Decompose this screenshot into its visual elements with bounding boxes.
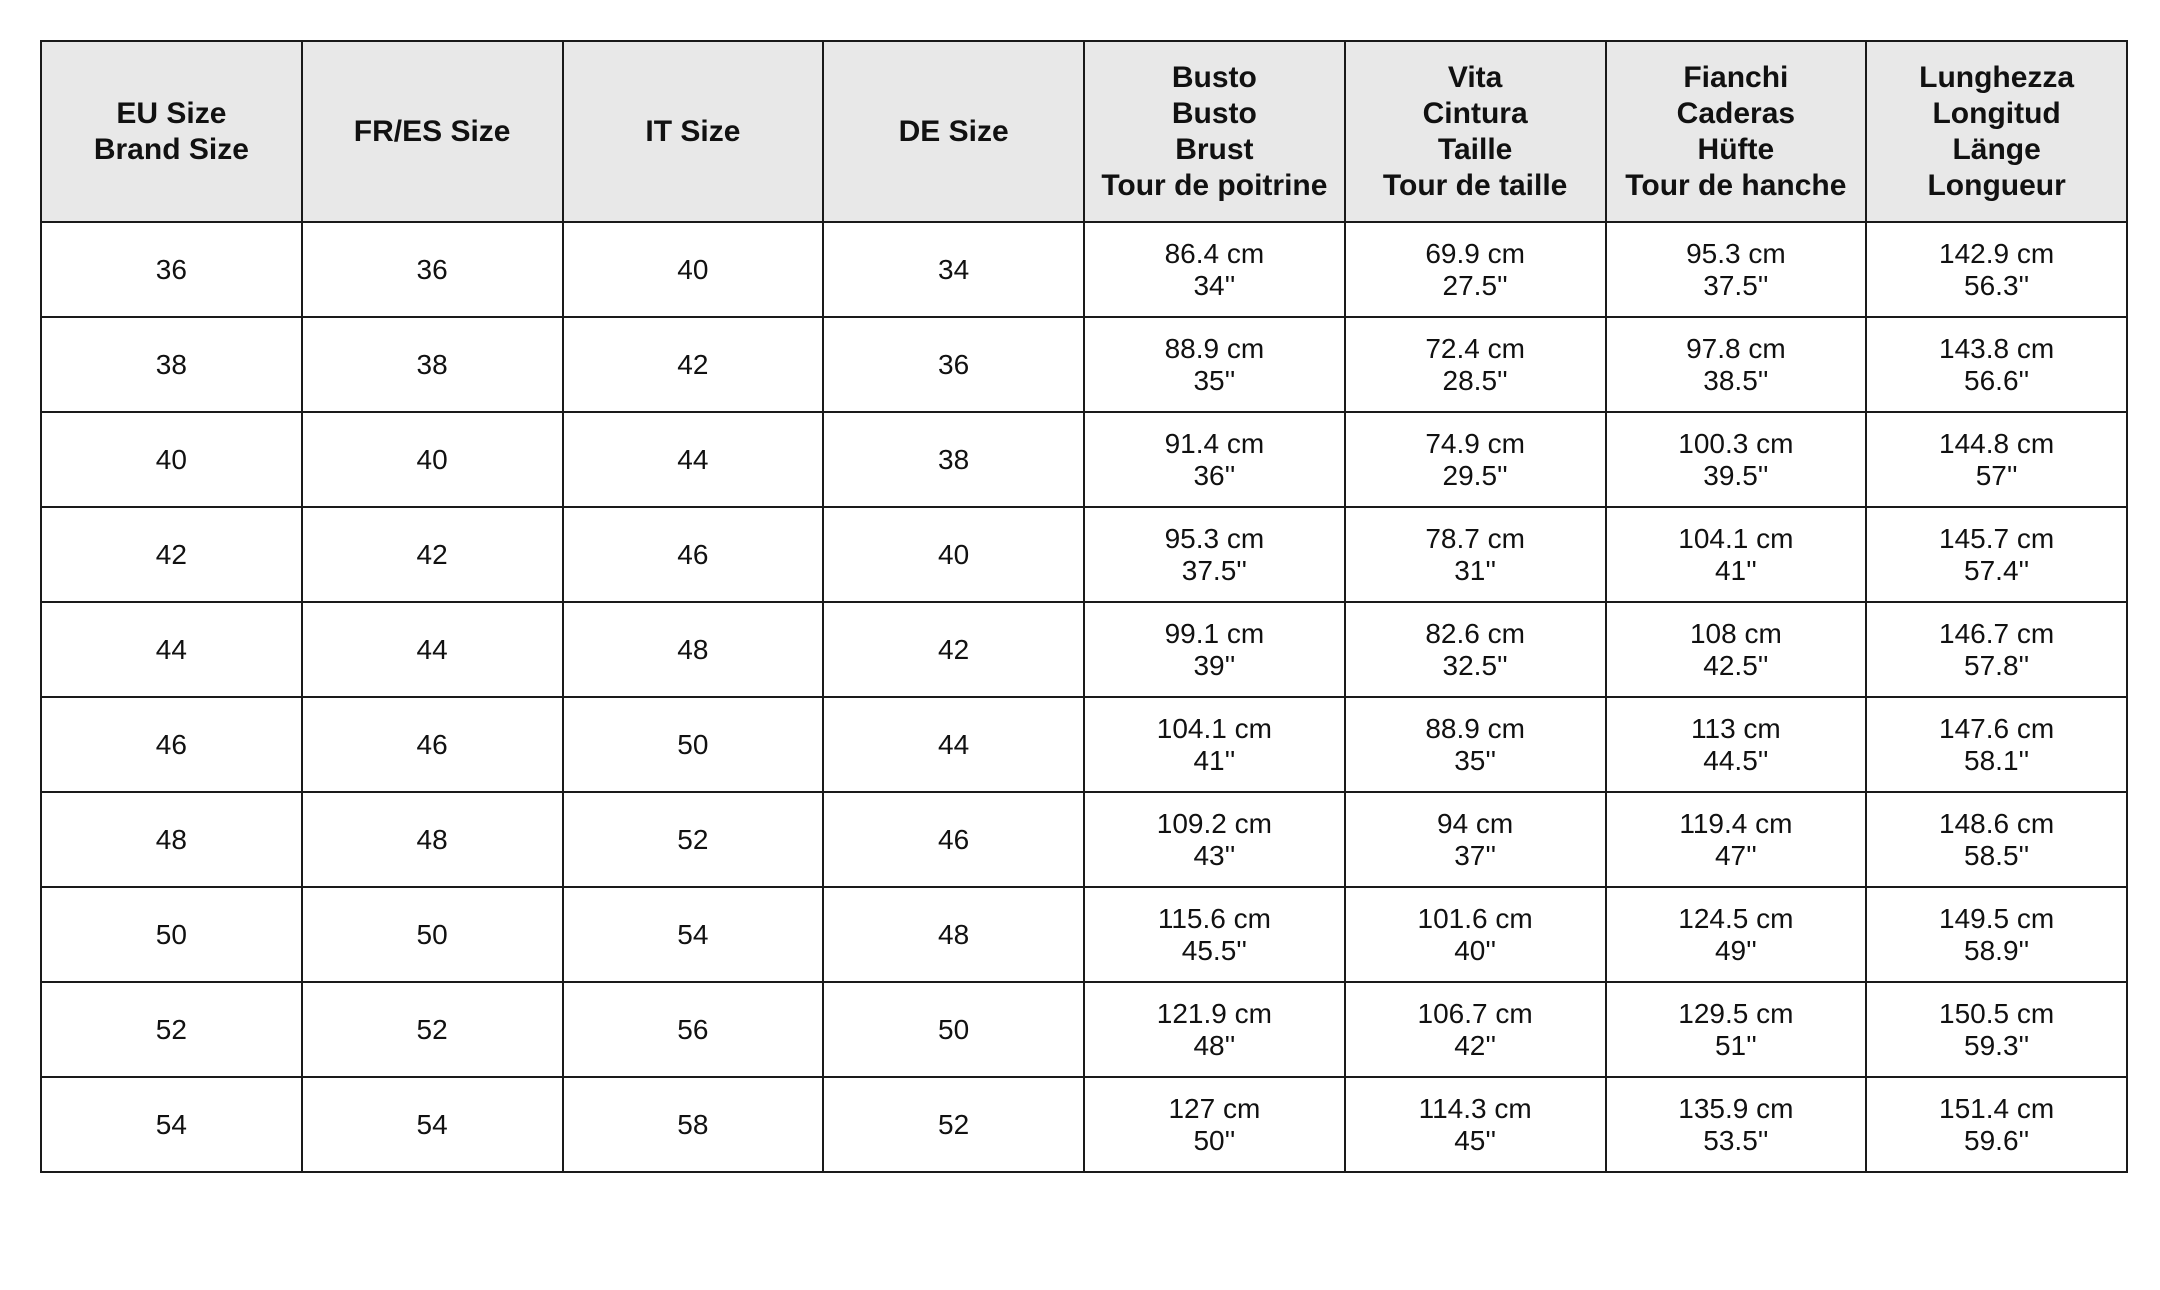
cell-value-line: 59.3'' [1964, 1029, 2030, 1061]
waist-cell [1345, 792, 1606, 887]
cell-value-line: 35'' [1193, 364, 1236, 396]
fr-es-size-cell [302, 412, 563, 507]
it-size-cell [563, 697, 824, 792]
eu-size-cell [41, 507, 302, 602]
cell-value-line: 127 cm [1168, 1092, 1261, 1124]
waist-cell [1345, 222, 1606, 317]
header-label-line: Busto [1171, 96, 1257, 130]
cell-value-line: 78.7 cm [1425, 522, 1525, 554]
cell-value-line: 36 [938, 348, 970, 380]
it-size-cell [563, 507, 824, 602]
table-row [41, 697, 2127, 792]
de-size-header [823, 41, 1084, 222]
cell-value-line: 45'' [1454, 1124, 1497, 1156]
cell-value-line: 37.5'' [1181, 554, 1247, 586]
it-size-cell [563, 317, 824, 412]
cell-value-line: 115.6 cm [1157, 902, 1271, 934]
cell-value-line: 44 [155, 633, 187, 665]
de-size-cell [823, 982, 1084, 1077]
cell-value-line: 119.4 cm [1679, 807, 1793, 839]
length-cell [1866, 982, 2127, 1077]
fr-es-size-cell [302, 982, 563, 1077]
cell-value-line: 39.5'' [1703, 459, 1769, 491]
cell-value-line: 41'' [1714, 554, 1757, 586]
eu-size-cell [41, 317, 302, 412]
it-size-cell [563, 982, 824, 1077]
header-label-line: DE Size [898, 114, 1009, 148]
cell-value-line: 95.3 cm [1686, 237, 1786, 269]
cell-value-line: 151.4 cm [1939, 1092, 2055, 1124]
cell-value-line: 142.9 cm [1939, 237, 2055, 269]
header-label-line: Brust [1175, 132, 1254, 166]
cell-value-line: 74.9 cm [1425, 427, 1525, 459]
cell-value-line: 50 [938, 1013, 970, 1045]
hips-cell [1606, 792, 1867, 887]
bust-cell [1084, 507, 1345, 602]
cell-value-line: 44 [938, 728, 970, 760]
bust-cell [1084, 1077, 1345, 1172]
table-row [41, 317, 2127, 412]
waist-header [1345, 41, 1606, 222]
table-row [41, 1077, 2127, 1172]
cell-value-line: 54 [416, 1108, 448, 1140]
cell-value-line: 121.9 cm [1156, 997, 1272, 1029]
cell-value-line: 38.5'' [1703, 364, 1769, 396]
header-label-line: Hüfte [1697, 132, 1775, 166]
header-label-line: Fianchi [1683, 60, 1789, 94]
waist-cell [1345, 507, 1606, 602]
length-cell [1866, 317, 2127, 412]
cell-value-line: 51'' [1714, 1029, 1757, 1061]
cell-value-line: 58.5'' [1964, 839, 2030, 871]
cell-value-line: 69.9 cm [1425, 237, 1525, 269]
cell-value-line: 104.1 cm [1678, 522, 1794, 554]
cell-value-line: 42 [677, 348, 709, 380]
cell-value-line: 34 [938, 253, 970, 285]
header-label-line: Tour de poitrine [1101, 168, 1328, 202]
cell-value-line: 108 cm [1689, 617, 1782, 649]
cell-value-line: 42 [938, 633, 970, 665]
header-label-line: Taille [1437, 132, 1513, 166]
cell-value-line: 42.5'' [1703, 649, 1769, 681]
cell-value-line: 56.6'' [1964, 364, 2030, 396]
header-label-line: FR/ES Size [353, 114, 511, 148]
it-size-cell [563, 1077, 824, 1172]
it-size-cell [563, 412, 824, 507]
cell-value-line: 58.9'' [1964, 934, 2030, 966]
eu-size-cell [41, 982, 302, 1077]
fr-es-size-cell [302, 507, 563, 602]
it-size-cell [563, 792, 824, 887]
cell-value-line: 109.2 cm [1156, 807, 1272, 839]
eu-size-cell [41, 222, 302, 317]
fr-es-size-cell [302, 317, 563, 412]
cell-value-line: 40 [155, 443, 187, 475]
eu-size-cell [41, 602, 302, 697]
bust-header [1084, 41, 1345, 222]
cell-value-line: 44 [416, 633, 448, 665]
header-label-line: Caderas [1676, 96, 1796, 130]
cell-value-line: 36 [155, 253, 187, 285]
eu-size-cell [41, 697, 302, 792]
cell-value-line: 146.7 cm [1939, 617, 2055, 649]
cell-value-line: 38 [416, 348, 448, 380]
length-cell [1866, 792, 2127, 887]
cell-value-line: 148.6 cm [1939, 807, 2055, 839]
waist-cell [1345, 697, 1606, 792]
cell-value-line: 31'' [1454, 554, 1497, 586]
cell-value-line: 40'' [1454, 934, 1497, 966]
de-size-cell [823, 697, 1084, 792]
length-header [1866, 41, 2127, 222]
cell-value-line: 52 [938, 1108, 970, 1140]
cell-value-line: 52 [416, 1013, 448, 1045]
cell-value-line: 48 [938, 918, 970, 950]
cell-value-line: 72.4 cm [1425, 332, 1525, 364]
cell-value-line: 56 [677, 1013, 709, 1045]
length-cell [1866, 887, 2127, 982]
cell-value-line: 113 cm [1691, 712, 1781, 744]
cell-value-line: 44.5'' [1703, 744, 1769, 776]
header-label-line: Vita [1447, 60, 1503, 94]
cell-value-line: 59.6'' [1964, 1124, 2030, 1156]
header-label-line: Tour de hanche [1625, 168, 1847, 202]
cell-value-line: 40 [677, 253, 709, 285]
cell-value-line: 50 [416, 918, 448, 950]
header-label-line: Longueur [1927, 168, 2066, 202]
cell-value-line: 42 [416, 538, 448, 570]
length-cell [1866, 697, 2127, 792]
cell-value-line: 35'' [1454, 744, 1497, 776]
table-row [41, 982, 2127, 1077]
waist-cell [1345, 887, 1606, 982]
de-size-cell [823, 887, 1084, 982]
cell-value-line: 46 [155, 728, 187, 760]
cell-value-line: 88.9 cm [1425, 712, 1525, 744]
cell-value-line: 29.5'' [1442, 459, 1508, 491]
cell-value-line: 54 [677, 918, 709, 950]
length-cell [1866, 412, 2127, 507]
cell-value-line: 145.7 cm [1939, 522, 2055, 554]
cell-value-line: 39'' [1193, 649, 1236, 681]
de-size-cell [823, 317, 1084, 412]
cell-value-line: 46 [938, 823, 970, 855]
bust-cell [1084, 222, 1345, 317]
eu-size-header [41, 41, 302, 222]
cell-value-line: 50 [677, 728, 709, 760]
cell-value-line: 40 [938, 538, 970, 570]
cell-value-line: 57'' [1975, 459, 2018, 491]
cell-value-line: 36 [416, 253, 448, 285]
waist-cell [1345, 1077, 1606, 1172]
cell-value-line: 54 [155, 1108, 187, 1140]
cell-value-line: 100.3 cm [1678, 427, 1794, 459]
cell-value-line: 46 [677, 538, 709, 570]
bust-cell [1084, 412, 1345, 507]
hips-cell [1606, 222, 1867, 317]
hips-cell [1606, 412, 1867, 507]
header-label-line: IT Size [645, 114, 741, 148]
de-size-cell [823, 222, 1084, 317]
cell-value-line: 52 [155, 1013, 187, 1045]
cell-value-line: 99.1 cm [1164, 617, 1265, 649]
cell-value-line: 88.9 cm [1164, 332, 1265, 364]
cell-value-line: 27.5'' [1442, 269, 1508, 301]
length-cell [1866, 222, 2127, 317]
hips-cell [1606, 697, 1867, 792]
cell-value-line: 129.5 cm [1678, 997, 1794, 1029]
hips-cell [1606, 602, 1867, 697]
header-label-line: Lunghezza [1919, 60, 2075, 94]
fr-es-size-cell [302, 792, 563, 887]
cell-value-line: 36'' [1193, 459, 1236, 491]
length-cell [1866, 1077, 2127, 1172]
bust-cell [1084, 792, 1345, 887]
table-row [41, 412, 2127, 507]
cell-value-line: 143.8 cm [1939, 332, 2055, 364]
cell-value-line: 91.4 cm [1164, 427, 1265, 459]
waist-cell [1345, 982, 1606, 1077]
waist-cell [1345, 602, 1606, 697]
cell-value-line: 82.6 cm [1425, 617, 1525, 649]
fr-es-size-cell [302, 222, 563, 317]
cell-value-line: 104.1 cm [1156, 712, 1272, 744]
hips-cell [1606, 982, 1867, 1077]
fr-es-size-cell [302, 887, 563, 982]
bust-cell [1084, 602, 1345, 697]
cell-value-line: 150.5 cm [1939, 997, 2055, 1029]
cell-value-line: 97.8 cm [1686, 332, 1786, 364]
cell-value-line: 43'' [1193, 839, 1236, 871]
cell-value-line: 48 [677, 633, 709, 665]
cell-value-line: 58 [677, 1108, 709, 1140]
fr-es-size-cell [302, 697, 563, 792]
cell-value-line: 48'' [1193, 1029, 1236, 1061]
fr-es-size-cell [302, 1077, 563, 1172]
eu-size-cell [41, 792, 302, 887]
cell-value-line: 52 [677, 823, 709, 855]
length-cell [1866, 602, 2127, 697]
de-size-cell [823, 1077, 1084, 1172]
bust-cell [1084, 697, 1345, 792]
cell-value-line: 49'' [1714, 934, 1757, 966]
header-label-line: Cintura [1422, 96, 1528, 130]
cell-value-line: 57.4'' [1964, 554, 2030, 586]
it-size-cell [563, 222, 824, 317]
cell-value-line: 45.5'' [1181, 934, 1247, 966]
bust-cell [1084, 317, 1345, 412]
de-size-cell [823, 792, 1084, 887]
it-size-cell [563, 602, 824, 697]
cell-value-line: 114.3 cm [1418, 1092, 1532, 1124]
length-cell [1866, 507, 2127, 602]
bust-cell [1084, 982, 1345, 1077]
cell-value-line: 95.3 cm [1164, 522, 1265, 554]
cell-value-line: 147.6 cm [1939, 712, 2055, 744]
hips-cell [1606, 317, 1867, 412]
cell-value-line: 40 [416, 443, 448, 475]
cell-value-line: 57.8'' [1964, 649, 2030, 681]
de-size-cell [823, 507, 1084, 602]
cell-value-line: 41'' [1193, 744, 1236, 776]
cell-value-line: 37'' [1454, 839, 1497, 871]
cell-value-line: 32.5'' [1442, 649, 1508, 681]
table-body [41, 222, 2127, 1172]
cell-value-line: 149.5 cm [1939, 902, 2055, 934]
bust-cell [1084, 887, 1345, 982]
eu-size-cell [41, 1077, 302, 1172]
cell-value-line: 42'' [1454, 1029, 1497, 1061]
header-label-line: Busto [1171, 60, 1257, 94]
fr-es-size-cell [302, 602, 563, 697]
eu-size-cell [41, 887, 302, 982]
table-row [41, 222, 2127, 317]
table-header [41, 41, 2127, 222]
de-size-cell [823, 412, 1084, 507]
hips-cell [1606, 887, 1867, 982]
cell-value-line: 58.1'' [1964, 744, 2030, 776]
cell-value-line: 101.6 cm [1417, 902, 1533, 934]
cell-value-line: 46 [416, 728, 448, 760]
header-row [41, 41, 2127, 222]
table-row [41, 887, 2127, 982]
header-label-line: Brand Size [93, 132, 249, 166]
cell-value-line: 50'' [1193, 1124, 1236, 1156]
cell-value-line: 38 [155, 348, 187, 380]
waist-cell [1345, 412, 1606, 507]
cell-value-line: 135.9 cm [1678, 1092, 1794, 1124]
cell-value-line: 94 cm [1437, 807, 1514, 839]
eu-size-cell [41, 412, 302, 507]
cell-value-line: 56.3'' [1964, 269, 2030, 301]
de-size-cell [823, 602, 1084, 697]
header-label-line: Tour de taille [1382, 168, 1568, 202]
cell-value-line: 48 [416, 823, 448, 855]
cell-value-line: 48 [155, 823, 187, 855]
header-label-line: Longitud [1932, 96, 2061, 130]
cell-value-line: 144.8 cm [1939, 427, 2055, 459]
header-label-line: EU Size [116, 96, 227, 130]
cell-value-line: 124.5 cm [1678, 902, 1794, 934]
table-row [41, 507, 2127, 602]
cell-value-line: 53.5'' [1703, 1124, 1769, 1156]
it-size-cell [563, 887, 824, 982]
header-label-line: Länge [1952, 132, 2041, 166]
it-size-header [563, 41, 824, 222]
cell-value-line: 47'' [1714, 839, 1757, 871]
cell-value-line: 28.5'' [1442, 364, 1508, 396]
cell-value-line: 106.7 cm [1417, 997, 1533, 1029]
cell-value-line: 38 [938, 443, 970, 475]
cell-value-line: 42 [155, 538, 187, 570]
cell-value-line: 44 [677, 443, 709, 475]
cell-value-line: 50 [155, 918, 187, 950]
cell-value-line: 86.4 cm [1164, 237, 1265, 269]
cell-value-line: 37.5'' [1703, 269, 1769, 301]
table-row [41, 602, 2127, 697]
hips-cell [1606, 507, 1867, 602]
fr-es-size-header [302, 41, 563, 222]
size-chart-table [40, 40, 2128, 1173]
cell-value-line: 34'' [1193, 269, 1236, 301]
waist-cell [1345, 317, 1606, 412]
hips-cell [1606, 1077, 1867, 1172]
hips-header [1606, 41, 1867, 222]
table-row [41, 792, 2127, 887]
